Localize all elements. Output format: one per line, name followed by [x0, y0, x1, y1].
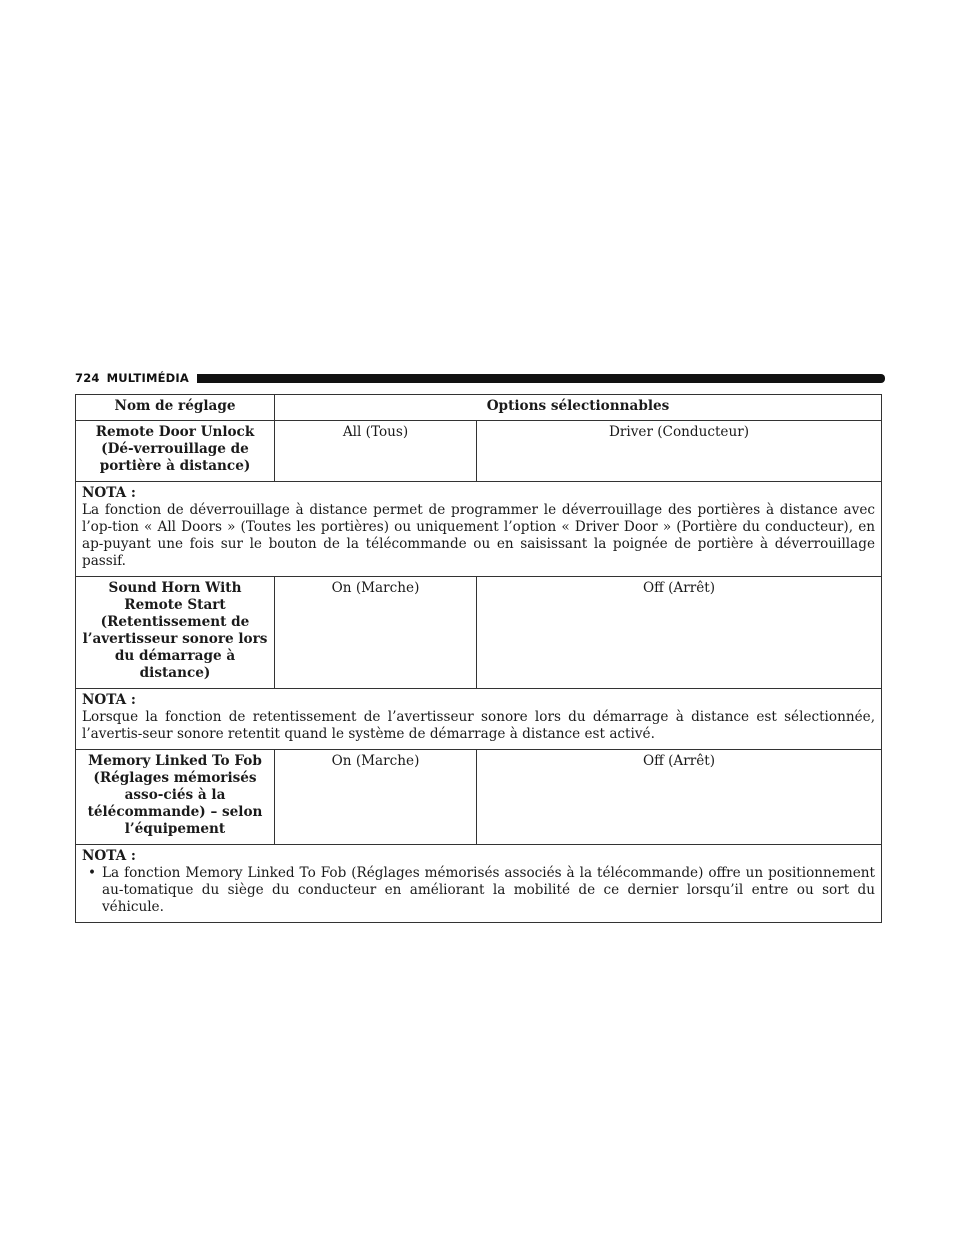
- setting-option: On (Marche): [275, 577, 477, 689]
- setting-option: Off (Arrêt): [477, 577, 882, 689]
- note-row: [76, 482, 882, 577]
- note-bullet-item: [82, 865, 875, 916]
- page-header: [75, 369, 885, 387]
- table-row: [76, 421, 882, 482]
- note-title: NOTA :: [82, 692, 136, 708]
- note-row: [76, 689, 882, 750]
- setting-option: All (Tous): [275, 421, 477, 482]
- note-title: NOTA :: [82, 848, 136, 864]
- bullet-glyph: •: [87, 865, 97, 881]
- note-text: La fonction Memory Linked To Fob (Réglages mémorisés associés à la télécommande) offre un positionnement au-tomatique du siège du conducteur en améliorant la mobilité de ce dernier lorsqu’il entre ou sort du véhicule.: [102, 865, 876, 915]
- setting-name: Remote Door Unlock (Dé-verrouillage de portière à distance): [76, 421, 275, 482]
- setting-option: On (Marche): [275, 750, 477, 845]
- settings-table: [75, 394, 882, 923]
- note-cell: [76, 482, 882, 577]
- setting-option: Driver (Conducteur): [477, 421, 882, 482]
- note-cell: [76, 845, 882, 923]
- table-header-row: [76, 395, 882, 421]
- note-text: La fonction de déverrouillage à distance permet de programmer le déverrouillage des portières à distance avec l’op-tion « All Doors » (Toutes les portières) ou uniquement l’option « Driver Door » (Portière du conducteur), en ap-puyant une fois sur le bouton de la télécommande ou en saisissant la poignée de portière à déverrouillage passif.: [82, 502, 876, 569]
- setting-name: Memory Linked To Fob (Réglages mémorisés asso-ciés à la télécommande) – selon l’équipement: [76, 750, 275, 845]
- page-number: 724: [75, 371, 100, 385]
- column-header-name: Nom de réglage: [76, 395, 275, 421]
- table-row: [76, 577, 882, 689]
- section-title: MULTIMÉDIA: [106, 371, 189, 385]
- note-text: Lorsque la fonction de retentissement de l’avertisseur sonore lors du démarrage à distance est sélectionnée, l’avertis-seur sonore retentit quand le système de démarrage à distance est activé.: [82, 709, 876, 742]
- setting-option: Off (Arrêt): [477, 750, 882, 845]
- setting-name: Sound Horn With Remote Start (Retentissement de l’avertisseur sonore lors du démarrage à distance): [76, 577, 275, 689]
- column-header-options: Options sélectionnables: [275, 395, 882, 421]
- note-row: [76, 845, 882, 923]
- table-row: [76, 750, 882, 845]
- note-title: NOTA :: [82, 485, 136, 501]
- note-cell: [76, 689, 882, 750]
- header-rule: [197, 374, 885, 383]
